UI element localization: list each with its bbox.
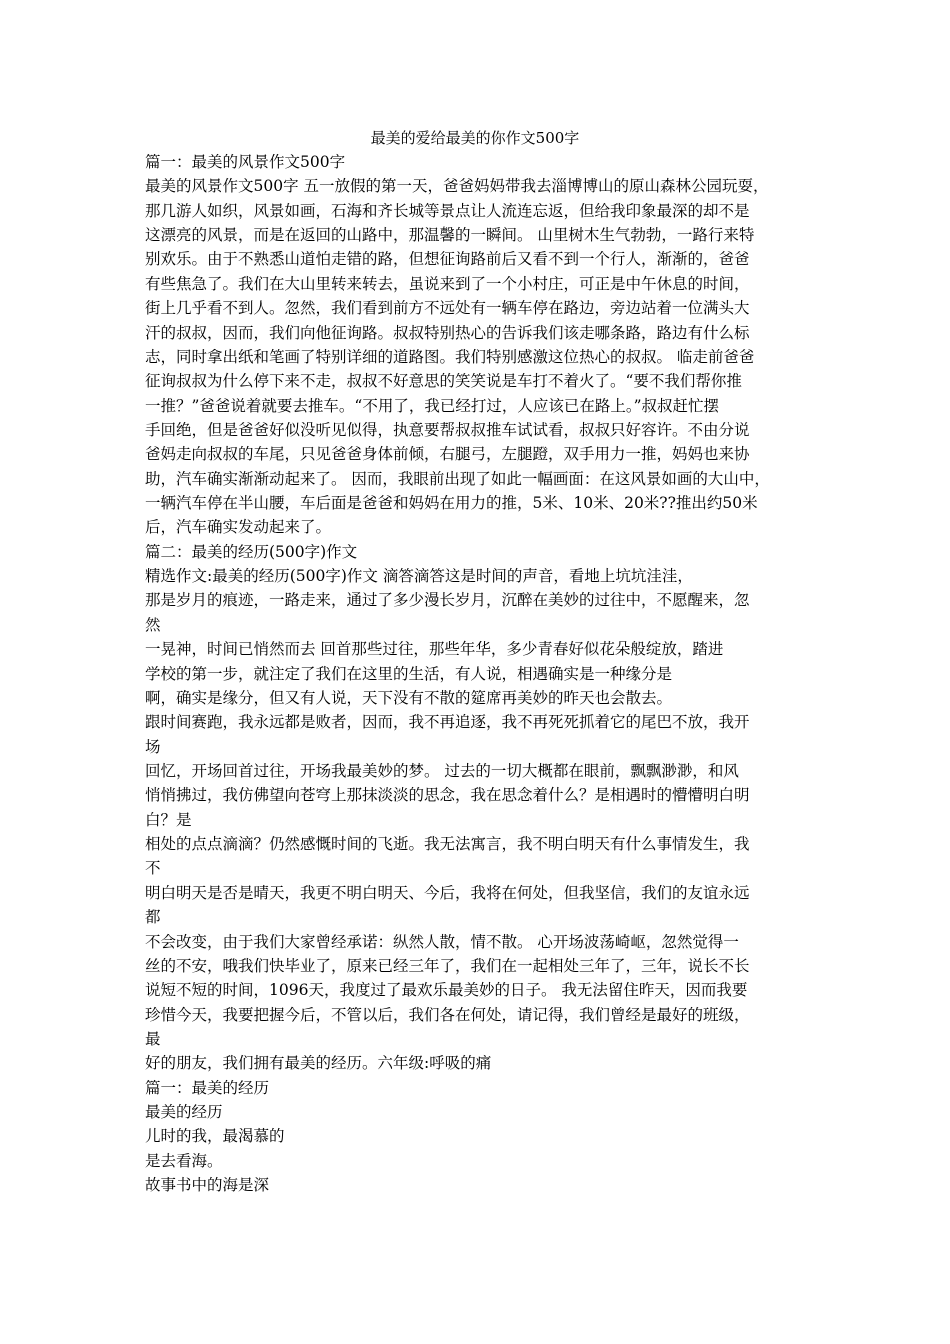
document-body bbox=[145, 150, 817, 1197]
text-line: 不会改变，由于我们大家曾经承诺：纵然人散，情不散。 心开场波荡崎岖，忽然觉得一 bbox=[145, 932, 739, 951]
text-line: 不 bbox=[145, 859, 161, 878]
text-line: 都 bbox=[145, 908, 161, 927]
text-line: 珍惜今天，我要把握今后，不管以后，我们各在何处，请记得，我们曾经是最好的班级， bbox=[145, 1005, 750, 1024]
text-line: 精选作文:最美的经历(500字)作文 滴答滴答这是时间的声音，看地上坑坑洼洼， bbox=[145, 567, 693, 586]
text-line: 明白明天是否是晴天，我更不明白明天、今后，我将在何处，但我坚信，我们的友谊永远 bbox=[145, 883, 750, 902]
text-line: 篇一：最美的风景作文500字 bbox=[145, 153, 346, 171]
text-line: 相处的点点滴滴？仍然感慨时间的飞逝。我无法寓言，我不明白明天有什么事情发生，我 bbox=[145, 835, 750, 854]
text-line: 爸妈走向叔叔的车尾，只见爸爸身体前倾，右腿弓，左腿蹬，双手用力一推，妈妈也来协 bbox=[145, 445, 750, 464]
text-line: 篇一：最美的经历 bbox=[145, 1078, 270, 1097]
text-line: 一辆汽车停在半山腰，车后面是爸爸和妈妈在用力的推，5米、10米、20米??推出约50米 bbox=[145, 494, 758, 513]
text-line: 一推？”爸爸说着就要去推车。“不用了，我已经打过，人应该已在路上。”叔叔赶忙摆 bbox=[145, 396, 720, 415]
text-line: 手回绝，但是爸爸好似没听见似得，执意要帮叔叔推车试试看，叔叔只好容许。不由分说 bbox=[145, 420, 750, 439]
document-title: 最美的爱给最美的你作文500字 bbox=[370, 129, 580, 147]
text-line: 说短不短的时间，1096天，我度过了最欢乐最美妙的日子。 我无法留住昨天，因而我要 bbox=[145, 981, 748, 1000]
text-line: 有些焦急了。我们在大山里转来转去，虽说来到了一个小村庄，可正是中午休息的时间， bbox=[145, 274, 750, 293]
text-line: 助，汽车确实渐渐动起来了。 因而，我眼前出现了如此一幅画面：在这风景如画的大山中， bbox=[145, 469, 770, 488]
text-line: 啊，确实是缘分，但又有人说，天下没有不散的筵席再美妙的昨天也会散去。 bbox=[145, 688, 673, 707]
text-line: 那几游人如织，风景如画，石海和齐长城等景点让人流连忘返，但给我印象最深的却不是 bbox=[145, 201, 750, 220]
text-line: 然 bbox=[145, 615, 161, 634]
text-line: 最 bbox=[145, 1029, 161, 1048]
text-line: 好的朋友，我们拥有最美的经历。六年级:呼吸的痛 bbox=[145, 1054, 492, 1073]
text-line: 这漂亮的风景，而是在返回的山路中，那温馨的一瞬间。 山里树木生气勃勃，一路行来特 bbox=[145, 226, 755, 245]
text-line: 是去看海。 bbox=[145, 1151, 223, 1170]
text-line: 别欢乐。由于不熟悉山道怕走错的路，但想征询路前后又看不到一个行人，渐渐的，爸爸 bbox=[145, 250, 750, 269]
text-line: 白？是 bbox=[145, 810, 192, 829]
text-line: 街上几乎看不到人。忽然，我们看到前方不远处有一辆车停在路边，旁边站着一位满头大 bbox=[145, 299, 750, 318]
text-line: 那是岁月的痕迹，一路走来，通过了多少漫长岁月，沉醉在美妙的过往中，不愿醒来，忽 bbox=[145, 591, 750, 610]
text-line: 后，汽车确实发动起来了。 bbox=[145, 518, 332, 537]
text-line: 故事书中的海是深 bbox=[145, 1176, 270, 1195]
text-line: 征询叔叔为什么停下来不走，叔叔不好意思的笑笑说是车打不着火了。“要不我们帮你推 bbox=[145, 372, 742, 391]
text-line: 丝的不安，哦我们快毕业了，原来已经三年了，我们在一起相处三年了，三年，说长不长 bbox=[145, 956, 750, 975]
text-line: 最美的经历 bbox=[145, 1103, 223, 1122]
text-line: 志，同时拿出纸和笔画了特别详细的道路图。我们特别感激这位热心的叔叔。 临走前爸爸 bbox=[145, 347, 755, 366]
text-line: 篇二：最美的经历(500字)作文 bbox=[145, 542, 358, 561]
text-line: 儿时的我，最渴慕的 bbox=[145, 1127, 285, 1146]
text-line: 学校的第一步，就注定了我们在这里的生活，有人说，相遇确实是一种缘分是 bbox=[145, 664, 673, 683]
text-line: 场 bbox=[145, 737, 161, 756]
text-line: 汗的叔叔，因而，我们向他征询路。叔叔特别热心的告诉我们该走哪条路，路边有什么标 bbox=[145, 323, 750, 342]
text-line: 最美的风景作文500字 五一放假的第一天，爸爸妈妈带我去淄博博山的原山森林公园玩耍， bbox=[145, 177, 769, 196]
text-line: 悄悄拂过，我仿佛望向苍穹上那抹淡淡的思念，我在思念着什么？是相遇时的懵懵明白明 bbox=[145, 786, 750, 805]
text-line: 回忆，开场回首过往，开场我最美妙的梦。 过去的一切大概都在眼前，飘飘渺渺，和风 bbox=[145, 761, 739, 780]
text-line: 一晃神，时间已悄然而去 回首那些过往，那些年华，多少青春好似花朵般绽放，踏进 bbox=[145, 640, 724, 659]
text-line: 跟时间赛跑，我永远都是败者，因而，我不再追逐，我不再死死抓着它的尾巴不放，我开 bbox=[145, 713, 750, 732]
